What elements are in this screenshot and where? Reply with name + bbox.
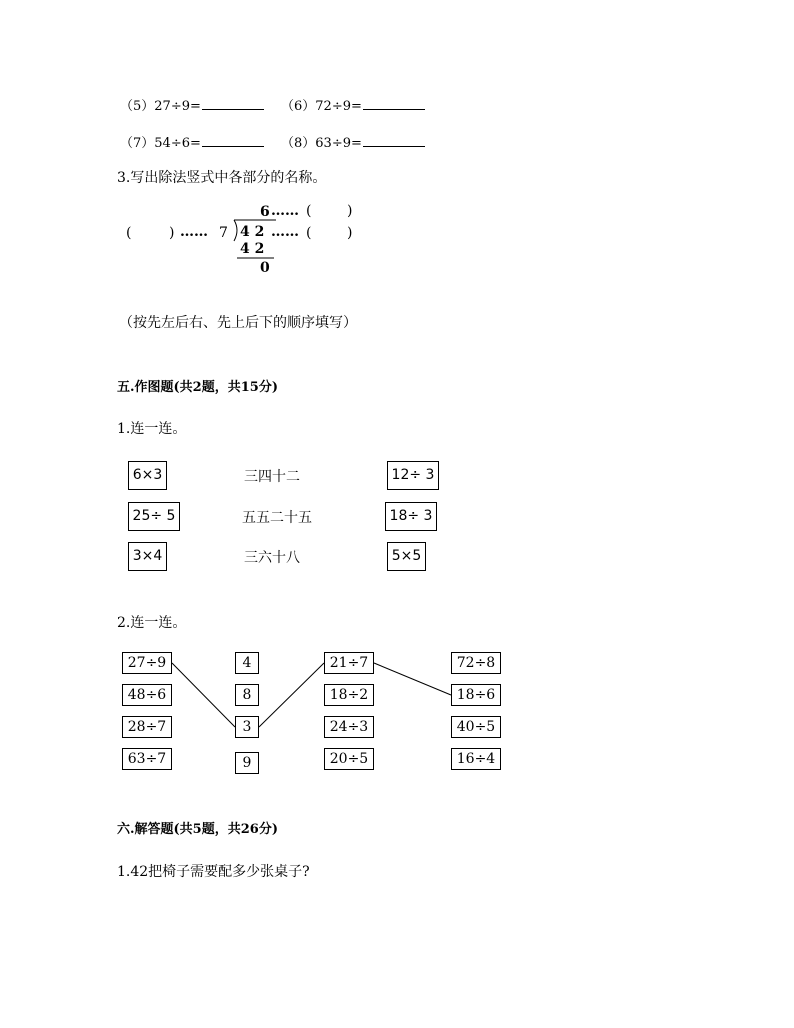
- match-col2-item[interactable]: 3: [235, 716, 259, 738]
- question-expression: 72÷9=: [315, 99, 362, 114]
- blank-open-paren: (: [126, 225, 132, 241]
- question-number: （7）: [120, 136, 155, 151]
- match-col4-item[interactable]: 72÷8: [451, 652, 501, 674]
- match-col4-item[interactable]: 18÷6: [451, 684, 501, 706]
- match-col2-item[interactable]: 4: [235, 652, 259, 674]
- match-right-item[interactable]: 5×5: [387, 542, 426, 571]
- match-left-item[interactable]: 25÷ 5: [128, 502, 180, 531]
- question-number: （5）: [120, 99, 155, 114]
- match-middle-item[interactable]: 三六十八: [244, 550, 300, 566]
- match-middle-item[interactable]: 三四十二: [244, 469, 300, 485]
- section-6-heading: 六.解答题(共5题，共26分): [117, 822, 278, 837]
- section-6-q1: 1.42把椅子需要配多少张桌子?: [117, 864, 310, 880]
- division-dividend: 4 2: [240, 224, 265, 240]
- question-number: （6）: [281, 99, 316, 114]
- ordering-note: （按先左后右、先上后下的顺序填写）: [119, 315, 357, 331]
- division-divisor: 7: [219, 225, 228, 241]
- blank-open-paren: (: [306, 203, 312, 219]
- leader-dots: ……: [180, 224, 208, 240]
- question-expression: 63÷9=: [315, 136, 362, 151]
- section-5-q2-title: 2.连一连。: [117, 615, 187, 631]
- connector-line: [172, 663, 235, 727]
- section-5-heading: 五.作图题(共2题，共15分): [117, 380, 278, 395]
- match-right-item[interactable]: 18÷ 3: [385, 502, 437, 531]
- question-3-title: 3.写出除法竖式中各部分的名称。: [117, 170, 327, 186]
- match-col3-item[interactable]: 21÷7: [324, 652, 374, 674]
- question-expression: 27÷9=: [154, 99, 201, 114]
- connector-line: [259, 663, 324, 727]
- question-expression: 54÷6=: [154, 136, 201, 151]
- match-col4-item[interactable]: 16÷4: [451, 748, 501, 770]
- leader-dots: ……: [271, 224, 299, 240]
- match-col1-item[interactable]: 63÷7: [122, 748, 172, 770]
- match-col2-item[interactable]: 8: [235, 684, 259, 706]
- match-right-item[interactable]: 12÷ 3: [387, 461, 439, 490]
- section-5-q1-title: 1.连一连。: [117, 421, 187, 437]
- match-left-item[interactable]: 3×4: [128, 542, 167, 571]
- match-col2-item[interactable]: 9: [235, 752, 259, 774]
- connector-line: [374, 663, 451, 695]
- question-number: （8）: [281, 136, 316, 151]
- division-product: 4 2: [240, 241, 265, 257]
- match-col4-item[interactable]: 40÷5: [451, 716, 501, 738]
- match-col1-item[interactable]: 28÷7: [122, 716, 172, 738]
- blank-close-paren: ): [169, 225, 175, 241]
- blank-close-paren: ): [347, 225, 353, 241]
- blank-open-paren: (: [306, 225, 312, 241]
- match-middle-item[interactable]: 五五二十五: [242, 510, 312, 526]
- division-quotient: 6: [260, 204, 270, 220]
- match-col1-item[interactable]: 27÷9: [122, 652, 172, 674]
- match-col3-item[interactable]: 20÷5: [324, 748, 374, 770]
- match-col3-item[interactable]: 18÷2: [324, 684, 374, 706]
- match-col1-item[interactable]: 48÷6: [122, 684, 172, 706]
- match-left-item[interactable]: 6×3: [128, 461, 167, 490]
- leader-dots: ……: [271, 203, 299, 219]
- match-col3-item[interactable]: 24÷3: [324, 716, 374, 738]
- blank-close-paren: ): [347, 203, 353, 219]
- division-remainder: 0: [260, 260, 270, 276]
